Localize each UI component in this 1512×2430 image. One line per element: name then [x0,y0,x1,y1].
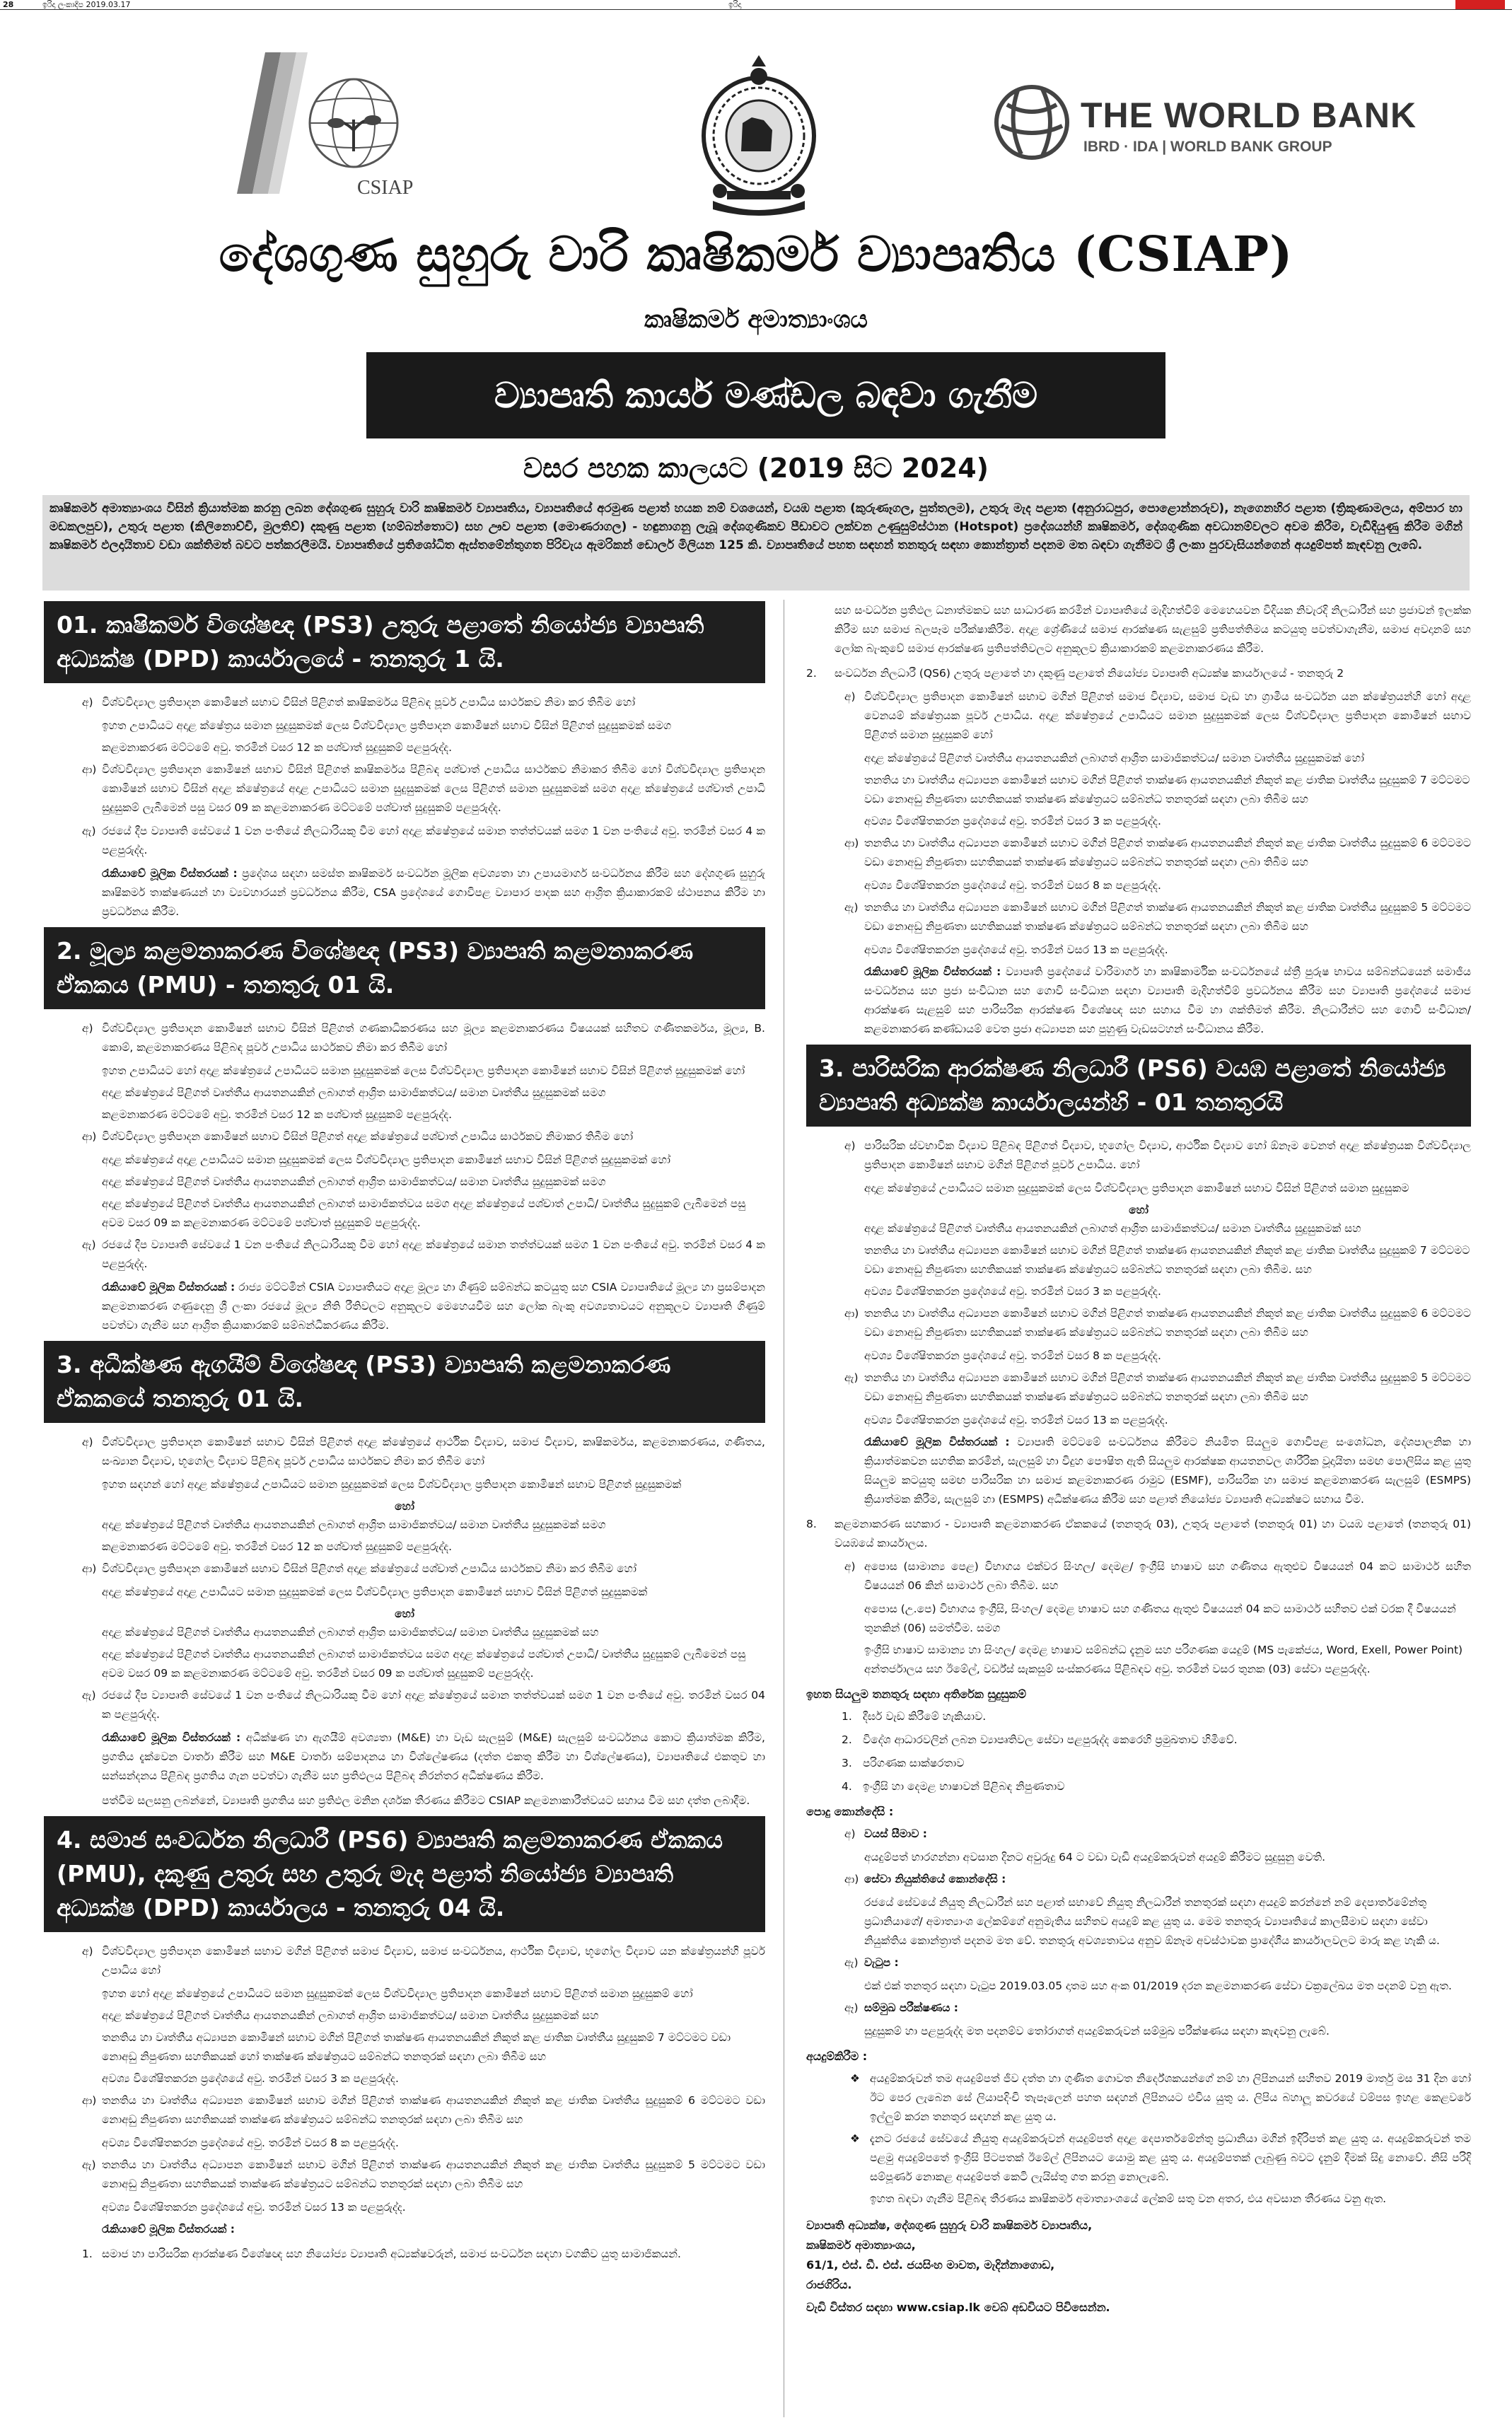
list-subitem: කළමනාකරණ මට්ටමේ අවු. තරමින් වසර 12 ක පශ්චාත් සුදුසුකම් පළපුරුද්ද. [102,1108,453,1121]
numbered-item: 2. සංවර්ධන නිලධාරී (QS6) උතුරු පළාතේ හා දකුණු පළාතේ නියෝජ්‍ය ව්‍යාපෘති අධ්‍යක්ෂ කාර්යාලයේ - තනතුරු 2 [806,667,1344,680]
list-subitem: අවශ්‍ය විශේෂිතකරන ප්‍රදේශයේ අවු. තරමින් වසර 3 ක පළපුරුද්ද. [102,2072,399,2085]
list-subitem: අවශ්‍ය විශේෂිතකරන ප්‍රදේශයේ අවු. තරමින් වසර 8 ක පළපුරුද්ද. [864,1349,1161,1362]
list-subitem: අදාළ ක්ෂේත්‍රයේ පිළිගත් වෘත්තීය ආයතනයකින් ලබාගත් ආශ්‍රිත සාමාජිකත්වය/ සමාන වෘත්තීය සුදුසුකමක් සමග [102,1518,606,1531]
list-subitem: අදාළ ක්ෂේත්‍රයේ පිළිගත් වෘත්තීය ආයතනයකින් ලබාගත් ආශ්‍රිත සාමාජිකත්වය/ සමාන වෘත්තීය සුදුසුකමක් සමග [102,1086,606,1099]
section-2-heading: 2. මූල්‍ය කළමනාකරණ විශේෂඥ (PS3) ව්‍යාපෘති කළමනාකරණ ඒකකය (PMU) - තනතුරු 01 යි. [44,927,765,1009]
website-link[interactable]: වැඩි විස්තර සඳහා www.csiap.lk වෙබ් අඩවියට පිවිසෙන්න. [806,2301,1110,2314]
list-subitem: අදාළ ක්ෂේත්‍රයේ අදාළ උපාධියට සමාන සුදුසුකමක් ලෙස විශ්වවිද්‍යාල ප්‍රතිපාදන කොමිෂන් සභාව විසින් පිළිගත් සුදුසුකමක් හෝ [102,1153,671,1166]
list-item: ආ) විශ්වවිද්‍යාල ප්‍රතිපාදන කොමිෂන් සභාව විසින් පිළිගත් කෘෂිකර්මය පිළිබඳ පශ්චාත් උපාධිය සාර්ථකව නිමාකර තිබීම හෝ විශ්වවිද්‍යාල ප්‍රතිපාදන කොමිෂන් සභාව විසින් අදාළ ක්ෂේත්‍රයේ අදාළ උපාධියට සමාන සුදුසුකමක් ලෙස පිළිගත් සමාන සුදුසුකමක් සමග අදාළ ක්ෂේත්‍රයේ පශ්චාත් උපාධි සුදුසුකම් ලැබීමෙන් පසු වසර 09 ක කළමනාකරණ මට්ටමේ පශ්චාත් සුදුසුකම් පළපුරුද්ද. [82,763,765,814]
list-subitem: අදාළ ක්ෂේත්‍රයේ පිළිගත් වෘත්තීය ආයතනයකින් ලබාගත් ආශ්‍රිත සාමාජිකත්වය/ සමාන වෘත්තීය සුදුසුකමක් සහ [102,2009,599,2022]
csiap-logo [237,52,414,209]
or-separator: හෝ [395,1500,414,1513]
right-column [806,601,1471,2318]
or-separator: හෝ [1129,1204,1148,1216]
list-item: අ) විශ්වවිද්‍යාල ප්‍රතිපාදන කොමිෂන් සභාව විසින් පිළිගත් කෘෂිකර්මය පිළිබඳ පූර්ව උපාධිය සාර්ථකව නිමා කර තිබීම හෝ [82,696,636,709]
list-item: අ) විශ්වවිද්‍යාල ප්‍රතිපාදන කොමිෂන් සභාව විසින් පිළිගත් අදාළ ක්ෂේත්‍රයේ ආර්ථික විද්‍යාව, සමාජ විද්‍යාව, කෘෂිකර්මය, කළමනාකරණය, ගණිතය, සංඛ්‍යාන විද්‍යාව, භූගෝල විද්‍යාව පිළිබඳ පූර්ව උපාධිය සාර්ථකව නිමා කර තිබීම හෝ [82,1436,765,1467]
bullet-item: ❖ අයදුම්කරුවන් තම අයදුම්පත් ජීව දත්ත හා ගුණිත ගොවත නිර්දේශකයන්ගේ නම් හා ලිපිනයන් සහිතව 2019 මාර්තු මස 31 දින හෝ ඊට පෙර ලැබෙන සේ ලියාපදිංචි තැපෑලෙන් පහත සඳහන් ලිපිනයට එවිය යුතු ය. ලිපිය බහාලූ කවරයේ වම්පස ඉහළ කෙළවරේ ඉල්ලුම් කරන තනතුර සඳහන් කළ යුතු ය. [806,2069,1471,2127]
list-item: ඇ) තනතිය හා වෘත්තීය අධ්‍යාපන කොමිෂන් සභාව මගින් පිළිගත් තාක්ෂණ ආයතනයකින් නිකුත් කළ ජාතික වෘත්තීය සුදුසුකම් 5 මට්ටමට වඩා නොඅඩු නිපුණතා සහතිකයක් තාක්ෂණ ක්ෂේත්‍රයට සම්බන්ධ තනතුරක් සඳහා ලබා තිබීම සහ [82,2158,765,2190]
job-description: රැකියාවේ මූලික විස්තරයක් : අධීක්ෂණ හා ඇගයීම් අවශ්‍යතා (M&E) හා වැඩ සැලසුම් (M&E) සැලසුම් සංවර්ධනය කොට ක්‍රියාත්මක කිරීම, ප්‍රගතිය දැක්වෙන වාර්තා කිරීම සහ M&E වාර්තා සම්පාදනය හා විශ්ලේෂණය (දත්ත එකතු කිරීම හා විශ්ලේෂණය), ව්‍යාපෘතියේ එකතුව හා සන්සන්දනය පිළිබඳ ප්‍රගතිය ගැන පවත්වා ගැනීම සහ ප්‍රතිඵලය පිළිබඳ නිරන්තර අධීක්ෂණය කිරීම. [102,1731,765,1782]
list-subitem: අයදුම්පත් භාරගන්නා අවසාන දිනට අවුරුදු 64 ට වඩා වැඩි අයදුම්කරුවන් අයදුම් කිරීමට සුදුසුනු වෙති. [864,1851,1326,1864]
list-subitem: තනතිය හා වෘත්තීය අධ්‍යාපන කොමිෂන් සභාව මගින් පිළිගත් තාක්ෂණ ආයතනයකින් නිකුත් කළ ජාතික වෘත්තීය සුදුසුකම් 7 මට්ටමට වඩා නොඅඩු නිපුණතා සහතිකයක් තාක්ෂණ ක්ෂේත්‍රයට සම්බන්ධ තනතුරක් සඳහා ලබා තිබීම. සහ [864,1244,1470,1276]
diamond-bullet-icon: ❖ [850,2072,860,2085]
application-heading: අයදුම්කිරීම : [806,2050,868,2063]
list-item: ඇ) රජයේ දීප ව්‍යාපෘති සේවයේ 1 වන පංතියේ නිලධාරියකු වීම හෝ අදාළ ක්ෂේත්‍රයේ සමාන තත්ත්වයක් සමග 1 වන පංතියේ අවු. තරමින් වසර 4 ක පළපුරුද්ද. [82,1238,765,1270]
list-subitem: අදාළ ක්ෂේත්‍රයේ උපාධියට සමාන සුදුසුකමක් ලෙස විශ්වවිද්‍යාල ප්‍රතිපාදන කොමිෂන් සභාව විසින් පිළිගත් සමාන සුදුසුකම [864,1182,1409,1194]
list-subitem: කළමනාකරණ මට්ටමේ අවු. තරමින් වසර 12 ක පශ්චාත් සුදුසුකම් පළපුරුද්ද. [102,741,453,754]
job-description-continued: පත්වීම සලසනු ලබන්නේ, ව්‍යාපෘති ප්‍රගතිය සහ ප්‍රතිඵල මනින දර්ශක තීරණය කිරීමට CSIAP කළමනාකාරීත්වයට සහාය වීම සහ දත්ත ලබාදීම. [102,1794,750,1807]
list-item: අ) විශ්වවිද්‍යාල ප්‍රතිපාදන කොමිෂන් සභාව විසින් පිළිගත් ගණකාධිකරණය සහ මූල්‍ය කළමනාකරණය විෂයයක් සහිතව ගණිතකර්මය, මූල්‍ය, B. කොම්, කළමනාකරණය පිළිබඳ පූර්ව උපාධිය සාර්ථකව නිමා කර තිබීම හෝ [82,1022,765,1054]
list-item: ආ) විශ්වවිද්‍යාල ප්‍රතිපාදන කොමිෂන් සභාව විසින් පිළිගත් අදාළ ක්ෂේත්‍රයේ පශ්චාත් උපාධිය සාර්ථකව නිමාකර තිබීම හෝ [82,1130,634,1143]
world-bank-subtitle: IBRD · IDA | WORLD BANK GROUP [1083,139,1332,155]
contact-address: ව්‍යාපෘති අධ්‍යක්ෂ, දේශගුණ සුහුරු වාරි කෘෂිකර්ම ව්‍යාපෘතිය, කෘෂිකර්ම අමාත්‍යාංශය, 61/1, එස්. ඩී. එස්. ජයසිංහ මාවත, මැදින්නාගොඩ, රාජගිරිය. වැඩි විස්තර සඳහා www.csiap.lk වෙබ් අඩවියට පිවිසෙන්න. [806,2216,1471,2318]
list-item: ආ) තනතිය හා වෘත්තීය අධ්‍යාපන කොමිෂන් සභාව මගින් පිළිගත් තාක්ෂණ ආයතනයකින් නිකුත් කළ ජාතික වෘත්තීය සුදුසුකම් 6 මට්ටමට වඩා නොඅඩු නිපුණතා සහතිකයක් තාක්ෂණ ක්ෂේත්‍රයට සම්බන්ධ තනතුරක් සඳහා ලබා තිබීම සහ [82,2094,765,2126]
list-subitem: තනතිය හා වෘත්තීය අධ්‍යාපන කොමිෂන් සභාව මගින් පිළිගත් තාක්ෂණ ආයතනයකින් නිකුත් කළ ජාතික වෘත්තීය සුදුසුකම් 7 මට්ටමට වඩා නොඅඩු නිපුණතා සහතිකයක් හෝ තාක්ෂණ ක්ෂේත්‍රයට සම්බන්ධ තනතුරක් සඳහා ලබා තිබීම සහ [102,2031,731,2063]
list-subitem: අදාළ ක්ෂේත්‍රයේ පිළිගත් වෘත්තීය ආයතනයකින් ලබාගත් ආශ්‍රිත සාමාජිකත්වය/ සමාන වෘත්තීය සුදුසුකමක් සමග [102,1175,606,1188]
list-item: ඇ) රජයේ දීප ව්‍යාපෘති සේවයේ 1 වන පංතියේ නිලධාරියකු වීම හෝ අදාළ ක්ෂේත්‍රයේ සමාන තත්ත්වයක් සමග 1 වන පංතියේ අවු. තරමින් වසර 4 ක පළපුරුද්ද. [82,825,765,856]
ministry-name: කෘෂිකර්ම අමාත්‍යාංශය [644,306,868,334]
list-subitem: ඉහත හෝ අදාළ ක්ෂේත්‍රයේ උපාධියට සමාන සුදුසුකමක් ලෙස විශ්වවිද්‍යාල ප්‍රතිපාදන කොමිෂන් සභාව පිළිගත් සමාන සුදුසුකම් හෝ [102,1987,693,2000]
publication-line: ඉරිදා ලංකාදීප 2019.03.17 [42,0,131,9]
list-subitem: අදාළ ක්ෂේත්‍රයේ පිළිගත් වෘත්තීය ආයතනයකින් ලබාගත් ආශ්‍රිත සාමාජිකත්වය/ සමාන වෘත්තීය සුදුසුකමක් සහ [102,1626,599,1639]
job-description: රැකියාවේ මූලික විස්තරයක් : ව්‍යාපෘති ප්‍රදේශයේ වාරිමාර්ග හා කෘෂිකාර්මික සංවර්ධනයේ ස්ත්‍රී පුරුෂ භාවය සම්බන්ධයෙන් සමාජීය සංවර්ධනය සහ ප්‍රජා සංවිධාන සහ ගොවි සංවිධාන සඳහා ව්‍යාපෘති මැදිහත්වීම් ප්‍රවර්ධනය කිරීම සහ ව්‍යාපෘති ප්‍රදේශයේ සමාජ ආරක්ෂණ සැළසුම් සහ පාරිසරික ආරක්ෂණ විශේෂඥ සහ සහාය වීම හා ශක්තිමත් කිරීම. නිලධාරීන්ට සහ ගොවි සංවිධාන/ කළමනාකරණ කණ්ඩායම් වෙත ප්‍රජා අධ්‍යාපන සහ පුහුණු වැඩසටහන් සංවිධානය කිරීම. [864,965,1471,1035]
or-separator: හෝ [395,1608,414,1620]
list-subitem: ඉහත උපාධියට අදාළ ක්ෂේත්‍රය සමාන සුදුසුකමක් ලෙස විශ්වවිද්‍යාල ප්‍රතිපාදන කොමිෂන් සභාව විසින් පිළිගත් සුදුසුකමක් සමග [102,719,672,732]
world-bank-logo [993,83,1446,164]
list-subitem: අවශ්‍ය විශේෂිතකරන ප්‍රදේශයේ අවු. තරමින් වසර 3 ක පළපුරුද්ද. [864,815,1161,827]
list-subitem: අදාළ ක්ෂේත්‍රයේ පිළිගත් වෘත්තීය ආයතනයකින් ලබාගත් සාමාජිකත්වය සමග අදාළ ක්ෂේත්‍රයේ පශ්චාත් උපාධි/ වෘත්තීය සුදුසුකම් ලැබීමෙන් පසු අවම වසර 09 ක කළමනාකරණ මට්ටමේ අවු. තරමින් වසර 09 ක පශ්චාත් සුදුසුකම් පළපුරුද්ද. [102,1648,746,1680]
recruitment-banner: ව්‍යාපෘති කාර්ය මණ්ඩල බඳවා ගැනීම [366,352,1165,438]
numbered-item: 8. කළමනාකරණ සහකාර - ව්‍යාපෘති කළමනාකරණ ඒකකයේ (තනතුරු 03), උතුරු පළාතේ (තනතුරු 01) හා වයඹ පළාතේ (තනතුරු 01) වයඹයේ කාර්යාලය. [806,1518,1471,1550]
list-item: 2. විදේශ ආධාරවලින් ලබන ව්‍යාපෘතිවල සේවා පළපුරුද්ද කෙරෙහි ප්‍රමුඛතාව හිමිවේ. [842,1733,1238,1746]
list-subitem: එක් එක් තනතුර සඳහා වැටුප 2019.03.05 දාතම සහ අංක 01/2019 දරන කළමනාකරණ සේවා චක්‍රලේඛය මත පදනම් වනු ඇත. [864,1980,1452,1992]
diamond-bullet-icon: ❖ [850,2132,860,2145]
section-1-heading: 01. කෘෂිකර්ම විශේෂඥ (PS3) උතුරු පළාතේ නියෝජ්‍ය ව්‍යාපෘති අධ්‍යක්ෂ (DPD) කාර්යාලයේ - තනතුරු 1 යි. [44,601,765,683]
list-subitem: ඉංග්‍රීසි භාෂාව සාමාන්‍ය හා සිංහල/ දෙමළ භාෂාව සම්බන්ධ දැනුම සහ පරිගණක යෙදුම් (MS පැකේජය, Word, Exell, Power Point) අන්තර්ජාලය සහ ඊමේල්, වර්ඩ්ස් සැකසුම් සංස්කරණය පිළිබඳව අවු. තරමින් වසර තුනක (03) සේවා පළපුරුද්ද. [864,1644,1463,1675]
contract-period: වසර පහක කාලයට (2019 සිට 2024) [523,453,989,484]
bullet-item: ❖ දැනට රජයේ සේවයේ නියුතු අයදුම්කරුවන් අයදුම්පත් අදාළ දෙපාර්තමේන්තු ප්‍රධානියා මගින් ඉදිරිපත් කළ යුතු ය. අයදුම්කරුවන් තම පළමු අයදුම්පතේ ඉංග්‍රීසි පිටපතක් ඊමේල් ලිපිනයට යොමු කළ යුතු ය. අයදුම්පතක් ලැබුණු බවට දැනුම් දීමක් සිදු නොවේ. නිසි පරිදි සම්පූර්ණ නොකළ අයදුම්පත් කෙටි ලැයිස්තු ගත කරනු නොලැබේ. [806,2129,1471,2187]
list-subitem: කළමනාකරණ මට්ටමේ අවු. තරමින් වසර 12 ක පශ්චාත් සුදුසුකම් පළපුරුද්ද. [102,1540,453,1553]
list-item: ආ) තනතිය හා වෘත්තීය අධ්‍යාපන කොමිෂන් සභාව මගින් පිළිගත් තාක්ෂණ ආයතනයකින් නිකුත් කළ ජාතික වෘත්තීය සුදුසුකම් 6 මට්ටමට වඩා නොඅඩු නිපුණතා සහතිකයක් තාක්ෂණ ක්ෂේත්‍රයට සම්බන්ධ තනතුරක් සඳහා ලබා තිබීම සහ [844,1307,1471,1339]
list-item: අ) විශ්වවිද්‍යාල ප්‍රතිපාදන කොමිෂන් සභාව මගින් පිළිගත් සමාජ විද්‍යාව, සමාජ සංවර්ධනය, ආර්ථික විද්‍යාව, භූගෝල විද්‍යාව යන ක්ෂේත්‍රයන්හි පූර්ව උපාධිය හෝ [82,1945,765,1977]
list-subitem: තනතිය හා වෘත්තීය අධ්‍යාපන කොමිෂන් සභාව මගින් පිළිගත් තාක්ෂණ ආයතනයකින් නිකුත් කළ ජාතික වෘත්තීය සුදුසුකම් 7 මට්ටමට වඩා නොඅඩු නිපුණතා සහතිකයක් තාක්ෂණ ක්ෂේත්‍රයට සම්බන්ධ තනතුරක් සඳහා ලබා තිබීම සහ [864,774,1470,806]
section-3-heading: 3. අධීක්ෂණ ඇගයීම් විශේෂඥ (PS3) ව්‍යාපෘති කළමනාකරණ ඒකකයේ තනතුරු 01 යි. [44,1341,765,1423]
list-item: ඈ) සම්මුඛ පරීක්ෂණය : [844,2001,958,2014]
day-label: ඉරිදා [728,0,742,9]
newspaper-header-strip [0,0,1512,10]
list-item: ඇ) රජයේ දීප ව්‍යාපෘති සේවයේ 1 වන පංතියේ නිලධාරියකු වීම හෝ අදාළ ක්ෂේත්‍රයේ සමාන තත්ත්වයක් සමග 1 වන පංතියේ අවු. තරමින් වසර 04 ක පළපුරුද්ද. [82,1689,765,1721]
list-item: ආ) විශ්වවිද්‍යාල ප්‍රතිපාදන කොමිෂන් සභාව විසින් පිළිගත් අදාළ ක්ෂේත්‍රයේ පශ්චාත් උපාධිය සාර්ථකව නිමා කර තිබීම හෝ [82,1562,636,1575]
list-subitem: අදාළ ක්ෂේත්‍රයේ අදාළ උපාධියට සමාන සුදුසුකමක් ලෙස විශ්වවිද්‍යාල ප්‍රතිපාදන කොමිෂන් සභාව විසින් පිළිගත් සුදුසුකමක් [102,1586,648,1598]
list-subitem: අදාළ ක්ෂේත්‍රයේ පිළිගත් වෘත්තීය ආයතනයකින් ලබාගත් ආශ්‍රිත සාමාජිකත්වය/ සමාන වෘත්තීය සුදුසුකමක් හෝ [864,752,1365,765]
intro-paragraph: කෘෂිකර්ම අමාත්‍යාංශය විසින් ක්‍රියාත්මක කරනු ලබන දේශගුණ සුහුරු වාරි කෘෂිකර්ම ව්‍යාපෘතිය, ව්‍යාපෘතියේ අරමුණ පළාත් හයක නම් වශයෙන්, වයඹ පළාත (කුරුණෑගල, පුත්තලම), උතුරු මැද පළාත (අනුරාධපුර, පොළොන්නරුව), නැගෙනහිර පළාත (ත්‍රිකුණාමලය, අම්පාර හා මඩකලපුව), උතුරු පළාත (කිලිනොච්චි, මුලතිව්) දකුණු පළාත (හම්බන්තොට) සහ ඌව පළාත (මොණරාගල) - හඳුනාගනු ලැබූ දේශගුණිකව පීඩාවට ලක්වන උණුසුම්ස්ථාන (Hotspot) ප්‍රදේශයන්හි කෘෂිකර්ම, දේශගුණික අවධානම්වලට අවම කිරීම, වැඩිදියුණු කිරීම මගින් කෘෂිකර්ම ඵලදායිතාව වඩා ශක්තිමත් බවට පත්කරලීමයි. ව්‍යාපෘතියේ ප්‍රතිශෝධිත ඇස්තමේන්තුගත පිරිවැය ඇමරිකන් ඩොලර් මිලියන 125 කි. ව්‍යාපෘතියේ පහත සඳහන් තනතුරු සඳහා කොන්ත්‍රාත් පදනම මත බඳවා ගැනීමට ශ්‍රී ලංකා පුරවැසියන්ගෙන් අයදුම්පත් කැඳවනු ලැබේ. [42,495,1470,591]
job-description: රැකියාවේ මූලික විස්තරයක් : ප්‍රදේශය සඳහා සමස්ත කෘෂිකර්ම සංවර්ධන මූලික අවශ්‍යතා හා උපායමාර්ග සංවර්ධනය කිරීම සහ දේශගුණ සුහුරු කෘෂිකර්ම තාක්ෂණයන් හා ව්‍යවහාරයන් ප්‍රවර්ධනය කිරීම, CSA ප්‍රදේශයේ ගොවිපළ ව්‍යාපාර පාදක සහ ආශ්‍රිත ක්‍රියාකාරකම් ස්ථාපනය කිරීම හා ප්‍රවර්ධනය කිරීම. [102,867,765,918]
list-item: අ) පාරිසරික ස්වභාවික විද්‍යාව පිළිබඳ පිළිගත් විද්‍යාව, භූගෝල විද්‍යාව, ආර්ථික විද්‍යාව හෝ ඕනෑම වෙනත් අදාළ ක්ෂේත්‍රයක විශ්වවිද්‍යාල ප්‍රතිපාදන කොමිෂන් සභාව මගින් පිළිගත් පූර්ව උපාධිය. හෝ [844,1139,1471,1171]
list-subitem: අපොස (උ.පෙ) විභාගය ඉංග්‍රීසි, සිංහල/ දෙමළ භාෂාව සහ ගණිතය ඇතුළු විෂයයන් 04 කට සාමාර්ථ සහිතව එක් වරක දී විෂයයන් තුනකින් (06) සමත්වීම. සමග [864,1603,1456,1634]
section-4-heading: 4. සමාජ සංවර්ධන නිලධාරී (PS6) ව්‍යාපෘති කළමනාකරණ ඒකකය (PMU), දකුණු උතුරු සහ උතුරු මැද පළාත් නියෝජ්‍ය ව්‍යාපෘති අධ්‍යක්ෂ (DPD) කාර්යාලය - තනතුරු 04 යි. [44,1816,765,1932]
list-item: ඇ) වැටුප : [844,1956,899,1969]
state-emblem-icon [699,52,819,218]
list-item: ඇ) තනතිය හා වෘත්තීය අධ්‍යාපන කොමිෂන් සභාව මගින් පිළිගත් තාක්ෂණ ආයතනයකින් නිකුත් කළ ජාතික වෘත්තීය සුදුසුකම් 5 මට්ටමට වඩා නොඅඩු නිපුණතා සහතිකයක් තාක්ෂණ ක්ෂේත්‍රයට සම්බන්ධ තනතුරක් සඳහා ලබා තිබීම සහ [844,901,1471,933]
list-subitem: ඉහත සඳහන් හෝ අදාළ ක්ෂේත්‍රයේ උපාධියට සමාන සුදුසුකමක් ලෙස විශ්වවිද්‍යාල ප්‍රතිපාදන කොමිෂන් සභාව පිළිගත් සුදුසුකමක් [102,1478,682,1491]
header-rule [0,9,1512,10]
page-number: 28 [3,0,14,9]
world-bank-name: THE WORLD BANK [1081,95,1417,135]
list-item: 3. පරිගණක සාක්ෂරතාව [842,1757,965,1769]
list-item: අ) අපොස (සාමාන්‍ය පෙළ) විභාගය එක්වර සිංහල/ දෙමළ/ ඉංග්‍රීසි භාෂාව සහ ගණිතය ඇතුළුව විෂයයන් 04 කට සාමාර්ථ සහිත විෂයයන් 06 කින් සාමාර්ථ ලබා තිබීම. සහ [844,1560,1471,1592]
list-item: ඇ) තනතිය හා වෘත්තීය අධ්‍යාපන කොමිෂන් සභාව මගින් පිළිගත් තාක්ෂණ ආයතනයකින් නිකුත් කළ ජාතික වෘත්තීය සුදුසුකම් 5 මට්ටමට වඩා නොඅඩු නිපුණතා සහතිකයක් තාක්ෂණ ක්ෂේත්‍රයට සම්බන්ධ තනතුරක් සඳහා ලබා තිබීම සහ [844,1371,1471,1403]
extra-qualifications-heading: ඉහත සියලුම තනතුරු සඳහා අතිරේක සුදුසුකම් [806,1687,1027,1701]
continued-text: සහ සංවර්ධන ප්‍රතිඵල ධනාත්මකව සහ සාධාරණ කරමින් ව්‍යාපෘතියේ මැදිහත්වීම් මෙහෙයවන විදියක නිවැරදි නිලධාරීන් සහ ප්‍රජාවන් ඉලක්ක කිරීම සහ සමාජ බලපෑම පරීක්ෂාකිරීම. අදාළ ශ්‍රේණියේ සමාජ ආරක්ෂණ සැළසුම් ප්‍රතිපත්තිමය කටයුතු පවත්වාගැනීම, සමාජ අවදානම් සහ ලෝක බැංකුවේ සමාජ ආරක්ෂණ ප්‍රතිපත්තිවලට අනුකූලව ක්‍රියාකාරකම් කළමනාකරණය කිරීම. [834,604,1471,655]
globe-icon [993,83,1071,161]
section-5-heading: 3. පාරිසරික ආරක්ෂණ නිලධාරී (PS6) වයඹ පළාතේ නියෝජ්‍ය ව්‍යාපෘති අධ්‍යක්ෂ කාර්යාලයන්හි - 01 තනතුරයි [806,1045,1471,1127]
list-subitem: රජයේ සේවයේ නියුතු නිලධාරීන් සහ පළාත් සභාවේ නියුතු නිලධාරීන් තනතුරක් සඳහා අයදුම් කරන්නේ නම් දෙපාර්තමේන්තු ප්‍රධානියාගේ/ අමාත්‍යාංශ ලේකම්ගේ අනුමැතිය සහිතව අයදුම් කළ යුතු ය. මෙම තනතුරු ව්‍යාපෘතියේ කාලසීමාව සඳහා සේවා නියුක්තිය කොන්ත්‍රාත් පදනම මත වේ. තනතුරු අවශ්‍යතාවය අනුව ඕනෑම අවස්ථාවක ප්‍රාදේශීය කාර්යාලවලට මාරු කළ හැකි ය. [864,1896,1440,1947]
list-subitem: අවශ්‍ය විශේෂිතකරන ප්‍රදේශයේ අවු. තරමින් වසර 13 ක පළපුරුද්ද. [102,2201,406,2214]
list-subitem: අවශ්‍ය විශේෂිතකරන ප්‍රදේශයේ අවු. තරමින් වසර 8 ක පළපුරුද්ද. [102,2137,399,2149]
list-subitem: සුදුසුකම් හා පළපුරුද්ද මත පදනම්ව තෝරාගත් අයදුම්කරුවන් සම්මුඛ පරීක්ෂණය සඳහා කැඳවනු ලැබේ. [864,2025,1330,2037]
csiap-logo-text: CSIAP [357,177,414,199]
left-column [44,601,765,2268]
list-item: අ) විශ්වවිද්‍යාල ප්‍රතිපාදන කොමිෂන් සභාව මගින් පිළිගත් සමාජ විද්‍යාව, සමාජ වැඩ හා ග්‍රාමීය සංවර්ධන යන ක්ෂේත්‍රයන්හි හෝ අදාළ වෙනයම් ක්ෂේත්‍රයක පූර්ව උපාධිය. අදාළ ක්ෂේත්‍රයේ උපාධියට සමාන සුදුසුකමක් ලෙස විශ්වවිද්‍යාල ප්‍රතිපාදන කොමිෂන් සභාව පිළිගත් සමාන සුදුසුකම් හෝ [844,690,1471,741]
list-subitem: ඉහත බඳවා ගැනීම පිළිබඳ තීරණය කෘෂිකර්ම අමාත්‍යාංශයේ ලේකම් සතු වන අතර, එය අවසාන තීරණය වනු ඇත. [870,2192,1387,2205]
list-item: ආ) තනතිය හා වෘත්තීය අධ්‍යාපන කොමිෂන් සභාව මගින් පිළිගත් තාක්ෂණ ආයතනයකින් නිකුත් කළ ජාතික වෘත්තීය සුදුසුකම් 6 මට්ටමට වඩා නොඅඩු නිපුණතා සහතිකයක් තාක්ෂණ ක්ෂේත්‍රයට සම්බන්ධ තනතුරක් සඳහා ලබා තිබීම සහ [844,837,1471,868]
list-item: 4. ඉංග්‍රීසි හා දෙමළ භාෂාවන් පිළිබඳ නිපුණතාව [842,1780,1065,1793]
list-subitem: අවශ්‍ය විශේෂිතකරන ප්‍රදේශයේ අවු. තරමින් වසර 8 ක පළපුරුද්ද. [864,879,1161,892]
list-subitem: අදාළ ක්ෂේත්‍රයේ පිළිගත් වෘත්තීය ආයතනයකින් ලබාගත් සාමාජිකත්වය සමග අදාළ ක්ෂේත්‍රයේ පශ්චාත් උපාධි/ වෘත්තීය සුදුසුකම් ලැබීමෙන් පසු අවම වසර 09 ක කළමනාකරණ මට්ටමේ පශ්චාත් සුදුසුකම් පළපුරුද්ද. [102,1197,746,1229]
advert-title: දේශගුණ සුහුරු වාරි කෘෂිකර්ම ව්‍යාපෘතිය (CSIAP) [219,226,1293,283]
list-item: ආ) සේවා නියුක්තියේ කොන්දේසි : [844,1873,1006,1885]
list-subitem: අවශ්‍ය විශේෂිතකරන ප්‍රදේශයේ අවු. තරමින් වසර 13 ක පළපුරුද්ද. [864,943,1168,956]
list-subitem: ඉහත උපාධියට හෝ අදාළ ක්ෂේත්‍රයේ උපාධියට සමාන සුදුසුකමක් ලෙස විශ්වවිද්‍යාල ප්‍රතිපාදන කොමිෂන් සභාව විසින් පිළිගත් සුදුසුකමක් හෝ [102,1064,745,1077]
list-subitem: අදාළ ක්ෂේත්‍රයේ පිළිගත් වෘත්තීය ආයතනයකින් ලබාගත් ආශ්‍රිත සාමාජිකත්වය/ සමාන වෘත්තීය සුදුසුකමක් සහ [864,1222,1361,1235]
job-description: රැකියාවේ මූලික විස්තරයක් : ව්‍යාපෘති මට්ටමේ සංවර්ධනය කිරීමට නියමිත සියලුම ගොවිපළ සංශෝධන, දේශපාලනික හා ක්‍රියාත්මකවන සහතික කරමින්, සැලසුම් හා විදුහ පෞෂිත ඇති සියලුම ආරක්ෂක ආයතනවල ශාරීරික වූදායිතා සමඟ පොලිසිය කළ යුතු සියලුම කටයුතු සමඟ පාරිසරික හා සමාජ කළමනාකරණ රාමුව (ESMF), පාරිසරික හා සමාජ කළමනාකරණ සැලසුම් (ESMPS) ක්‍රියාත්මක කිරීම, සැලසුම් හා (ESMPS) අධීක්ෂණය කිරීම සහ පළාත් නියෝජ්‍ය ව්‍යාපෘති අධ්‍යක්ෂට සහාය වීම. [864,1436,1471,1506]
general-conditions-heading: පොදු කොන්දේසි : [806,1805,894,1818]
list-subitem: අවශ්‍ය විශේෂිතකරන ප්‍රදේශයේ අවු. තරමින් වසර 13 ක පළපුරුද්ද. [864,1414,1168,1426]
list-subitem: අවශ්‍ය විශේෂිතකරන ප්‍රදේශයේ අවු. තරමින් වසර 3 ක පළපුරුද්ද. [864,1285,1161,1298]
list-item: 1. සමාජ හා පාරිසරික ආරක්ෂණ විශේෂඥ සහ නියෝජ්‍ය ව්‍යාපෘති අධ්‍යක්ෂවරුන්, සමාජ සංවර්ධන සඳහා වගකිව යුතු සාමාජිකයන්. [82,2248,681,2260]
list-item: අ) වයස් සීමාව : [844,1827,927,1840]
sri-lanka-emblem [699,52,819,218]
job-description-label: රැකියාවේ මූලික විස්තරයක් : [102,2223,235,2236]
brand-tab [1455,0,1505,10]
list-item: 1. දීර්ඝ වැඩ කිරීමේ හැකියාව. [842,1710,987,1723]
job-description: රැකියාවේ මූලික විස්තරයක් : රාජ්‍ය මට්ටමින් CSIA ව්‍යාපෘතියට අදාළ මූල්‍ය හා ගිණුම් සම්බන්ධ කටයුතු සහ CSIA ව්‍යාපෘතියේ මූල්‍ය හා ප්‍රසම්පාදන කළමනාකරණ ගණුදෙනු ශ්‍රී ලංකා රජයේ මූල්‍ය නීති රීතිවලට අනුකූලව මෙහෙයවීම සහ ලෝක බැංකු අවශ්‍යතාවයට අනුකූලව ව්‍යාපෘති ගිණුම් පවත්වා ගැනීම සහ ආශ්‍රිත ක්‍රියාකාරකම් සම්බන්ධීකරණය කිරීම. [102,1281,765,1332]
